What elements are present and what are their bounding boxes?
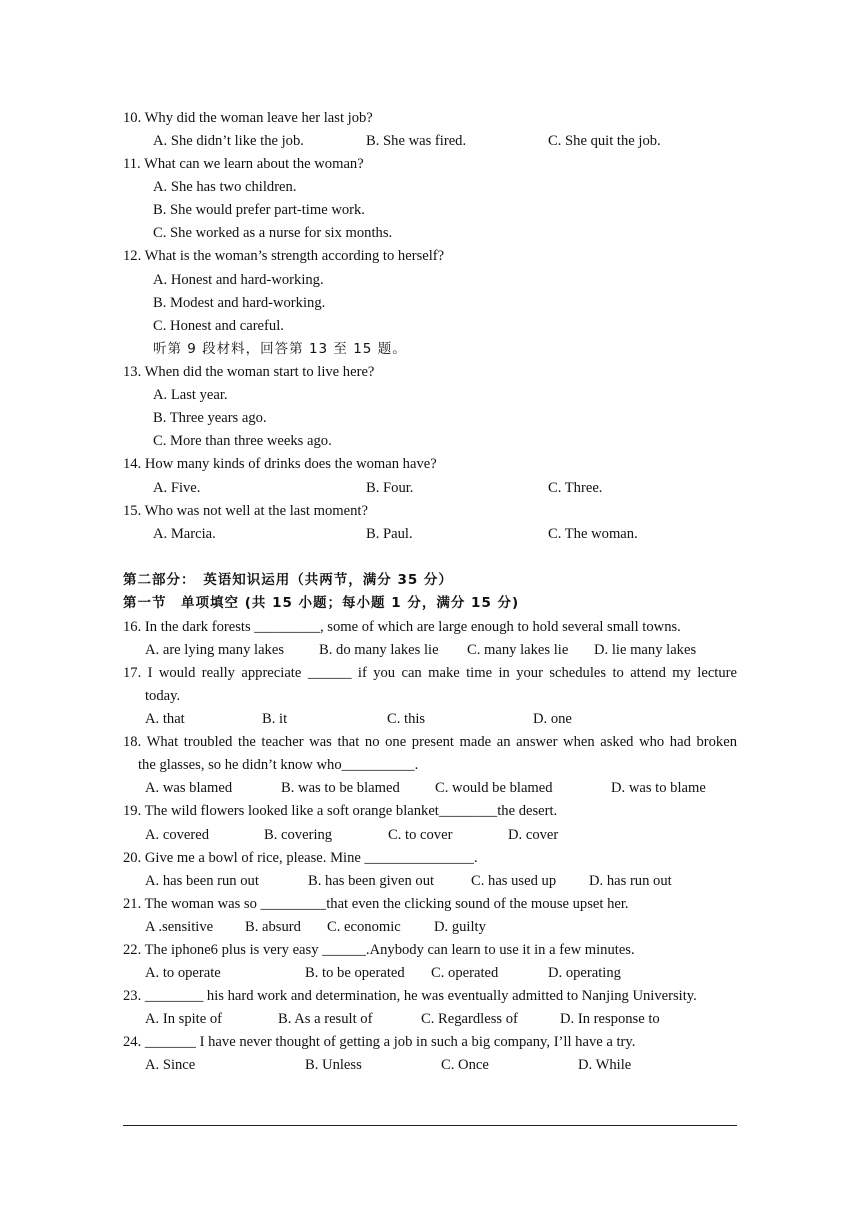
- question-15-option-b: B. Paul.: [366, 526, 413, 542]
- question-24-option-a: A. Since: [145, 1057, 196, 1073]
- question-18-stem: 18. What troubled the teacher was that no one present made an answer when asked who had broken: [123, 734, 737, 750]
- question-12-stem: 12. What is the woman’s strength according to herself?: [123, 248, 445, 264]
- question-11-stem: 11. What can we learn about the woman?: [123, 156, 364, 172]
- question-17-stem: 17. I would really appreciate ______ if you can make time in your schedules to attend my lecture: [123, 665, 737, 681]
- question-20-option-c: C. has used up: [471, 873, 557, 889]
- question-18-option-d: D. was to blame: [611, 780, 706, 796]
- question-20-option-a: A. has been run out: [145, 873, 259, 889]
- question-16-option-a: A. are lying many lakes: [145, 642, 285, 658]
- question-16-stem: 16. In the dark forests _________, some of which are large enough to hold several small towns.: [123, 619, 681, 635]
- question-11-option-a: A. She has two children.: [153, 179, 297, 195]
- question-22-option-b: B. to be operated: [305, 965, 405, 981]
- section-1-heading: 第一节 单项填空 (共 15 小题；每小题 1 分，满分 15 分): [123, 595, 520, 611]
- question-14-option-c: C. Three.: [548, 480, 603, 496]
- question-16-option-d: D. lie many lakes: [594, 642, 697, 658]
- question-17-option-d: D. one: [533, 711, 572, 727]
- question-24-option-c: C. Once: [441, 1057, 489, 1073]
- question-22-option-d: D. operating: [548, 965, 621, 981]
- question-18-stem-continued: the glasses, so he didn’t know who__________.: [138, 757, 419, 773]
- question-15-stem: 15. Who was not well at the last moment?: [123, 503, 368, 519]
- question-22-stem: 22. The iphone6 plus is very easy ______.Anybody can learn to use it in a few minutes.: [123, 942, 635, 958]
- question-23-option-a: A. In spite of: [145, 1011, 223, 1027]
- question-17-option-b: B. it: [262, 711, 288, 727]
- question-18-option-c: C. would be blamed: [435, 780, 553, 796]
- question-17-stem-continued: today.: [145, 688, 181, 704]
- question-22-option-c: C. operated: [431, 965, 499, 981]
- question-15-option-a: A. Marcia.: [153, 526, 216, 542]
- question-13-stem: 13. When did the woman start to live here?: [123, 364, 375, 380]
- question-12-option-c: C. Honest and careful.: [153, 318, 284, 334]
- question-17-option-a: A. that: [145, 711, 185, 727]
- question-12-option-a: A. Honest and hard-working.: [153, 272, 324, 288]
- question-19-option-a: A. covered: [145, 827, 210, 843]
- question-10-option-a: A. She didn’t like the job.: [153, 133, 304, 149]
- question-21-option-b: B. absurd: [245, 919, 301, 935]
- question-24-stem: 24. _______ I have never thought of getting a job in such a big company, I’ll have a try.: [123, 1034, 636, 1050]
- question-17-option-c: C. this: [387, 711, 426, 727]
- question-20-option-b: B. has been given out: [308, 873, 435, 889]
- question-10-option-b: B. She was fired.: [366, 133, 467, 149]
- question-13-option-a: A. Last year.: [153, 387, 228, 403]
- question-21-option-c: C. economic: [327, 919, 401, 935]
- question-23-option-b: B. As a result of: [278, 1011, 373, 1027]
- question-21-option-a: A .sensitive: [145, 919, 214, 935]
- question-24-option-d: D. While: [578, 1057, 632, 1073]
- question-19-stem: 19. The wild flowers looked like a soft orange blanket________the desert.: [123, 803, 558, 819]
- question-13-option-c: C. More than three weeks ago.: [153, 433, 332, 449]
- question-18-option-b: B. was to be blamed: [281, 780, 400, 796]
- question-10-stem: 10. Why did the woman leave her last job?: [123, 110, 373, 126]
- question-14-stem: 14. How many kinds of drinks does the woman have?: [123, 456, 437, 472]
- question-11-option-c: C. She worked as a nurse for six months.: [153, 225, 393, 241]
- question-19-option-c: C. to cover: [388, 827, 453, 843]
- footer-divider: [123, 1125, 737, 1126]
- section-9-instruction: 听第 9 段材料，回答第 13 至 15 题。: [153, 341, 407, 357]
- question-23-option-c: C. Regardless of: [421, 1011, 518, 1027]
- question-23-option-d: D. In response to: [560, 1011, 660, 1027]
- question-19-option-d: D. cover: [508, 827, 559, 843]
- question-24-option-b: B. Unless: [305, 1057, 362, 1073]
- question-16-option-b: B. do many lakes lie: [319, 642, 439, 658]
- question-12-option-b: B. Modest and hard-working.: [153, 295, 326, 311]
- question-22-option-a: A. to operate: [145, 965, 221, 981]
- question-16-option-c: C. many lakes lie: [467, 642, 569, 658]
- question-18-option-a: A. was blamed: [145, 780, 233, 796]
- question-14-option-b: B. Four.: [366, 480, 414, 496]
- question-15-option-c: C. The woman.: [548, 526, 638, 542]
- question-21-stem: 21. The woman was so _________that even the clicking sound of the mouse upset her.: [123, 896, 629, 912]
- question-14-option-a: A. Five.: [153, 480, 201, 496]
- question-10-option-c: C. She quit the job.: [548, 133, 661, 149]
- question-20-option-d: D. has run out: [589, 873, 672, 889]
- question-11-option-b: B. She would prefer part-time work.: [153, 202, 365, 218]
- question-19-option-b: B. covering: [264, 827, 333, 843]
- question-23-stem: 23. ________ his hard work and determination, he was eventually admitted to Nanjing University.: [123, 988, 697, 1004]
- part-2-heading: 第二部分： 英语知识运用（共两节，满分 35 分）: [123, 572, 453, 588]
- question-21-option-d: D. guilty: [434, 919, 486, 935]
- question-13-option-b: B. Three years ago.: [153, 410, 267, 426]
- question-20-stem: 20. Give me a bowl of rice, please. Mine _______________.: [123, 850, 478, 866]
